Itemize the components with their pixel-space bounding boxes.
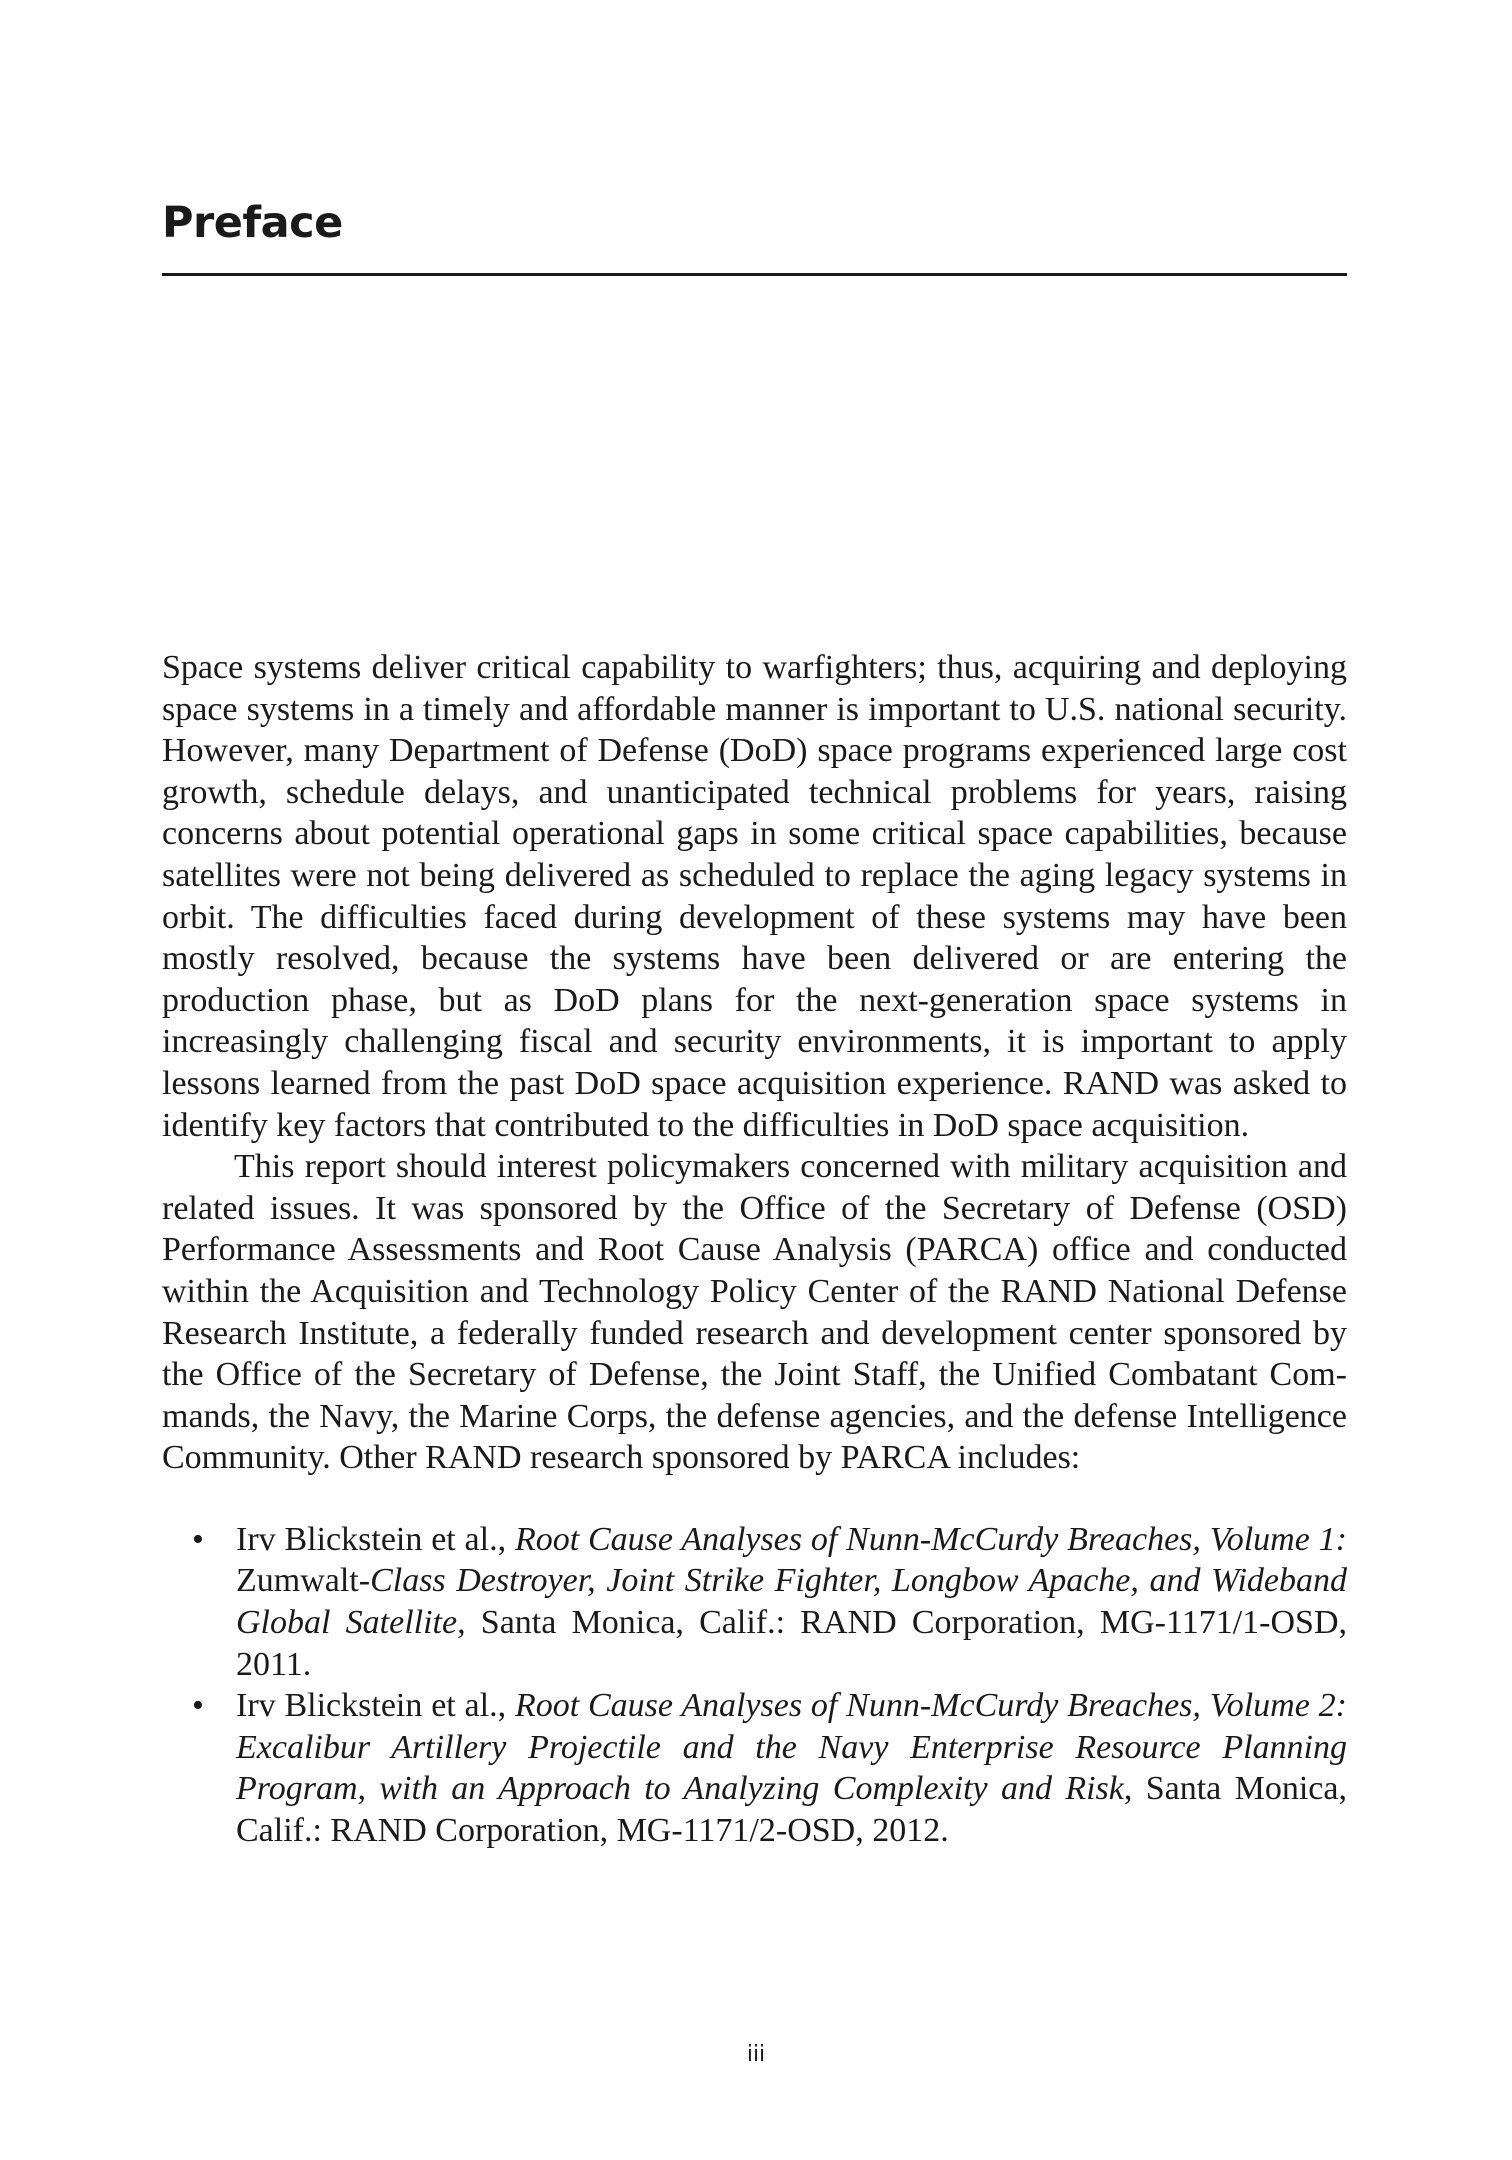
title-rule <box>162 273 1347 276</box>
reference-author: Irv Blickstein et al., <box>236 1520 515 1558</box>
page-title: Preface <box>162 198 343 248</box>
reference-publisher: , Santa Monica, Calif.: RAND Corporation, MG-1171/2-OSD, 2012. <box>236 1770 1347 1850</box>
paragraph-2: This report should interest policymakers concerned with military acquisition and related issues. It was sponsored by the Office of the Secretary of Defense (OSD) Performance Assessments and Root Cause Analysis (PARCA) office and conducted within the Acquisition and Technology Policy Center of the RAND National Defense Research Institute, a federally funded research and development center sponsored by the Office of the Secretary of Defense, the Joint Staff, the Unified Combatant Commands, the Navy, the Marine Corps, the defense agencies, and the defense Intelligence Community. Other RAND research sponsored by PARCA includes: <box>162 1148 1347 1477</box>
reference-title-roman: Zumwalt- <box>236 1562 371 1600</box>
reference-title-continued: Class Destroyer, Joint Strike Fighter, Longbow Apache, and Wideband Global Satellite, <box>236 1562 1347 1642</box>
reference-list <box>162 1519 1347 1852</box>
reference-author: Irv Blickstein et al., <box>236 1687 515 1725</box>
bullet-icon: • <box>192 1520 204 1558</box>
reference-title: Root Cause Analyses of Nunn-McCurdy Breaches, Volume 2: Excalibur Artillery Projectile and the Navy Enterprise Resource Planning Program, with an Approach to Analyzing Complexity and Risk <box>236 1687 1347 1808</box>
reference-item-1 <box>192 1519 1347 1685</box>
preface-body <box>162 647 1347 1852</box>
reference-publisher: Santa Monica, Calif.: RAND Corporation, MG-1171/1-OSD, 2011. <box>236 1604 1347 1683</box>
paragraph-1: Space systems deliver critical capability to warfighters; thus, acquiring and deploying space systems in a timely and affordable manner is important to U.S. national security. However, many Department of Defense (DoD) space programs experienced large cost growth, schedule delays, and unanticipated technical problems for years, raising concerns about potential operational gaps in some critical space capabilities, because satellites were not being delivered as scheduled to replace the aging legacy systems in orbit. The difficulties faced during development of these systems may have been mostly resolved, because the systems have been delivered or are entering the production phase, but as DoD plans for the next-generation space systems in increasingly challenging fiscal and security environments, it is important to apply lessons learned from the past DoD space acquisition experience. RAND was asked to identify key factors that contributed to the difficulties in DoD space acquisition. <box>162 649 1347 1144</box>
reference-item-2 <box>192 1685 1347 1851</box>
reference-title: Root Cause Analyses of Nunn-McCurdy Breaches, Volume 1: <box>514 1520 1347 1558</box>
page-number: iii <box>746 2042 766 2067</box>
bullet-icon: • <box>192 1687 204 1725</box>
